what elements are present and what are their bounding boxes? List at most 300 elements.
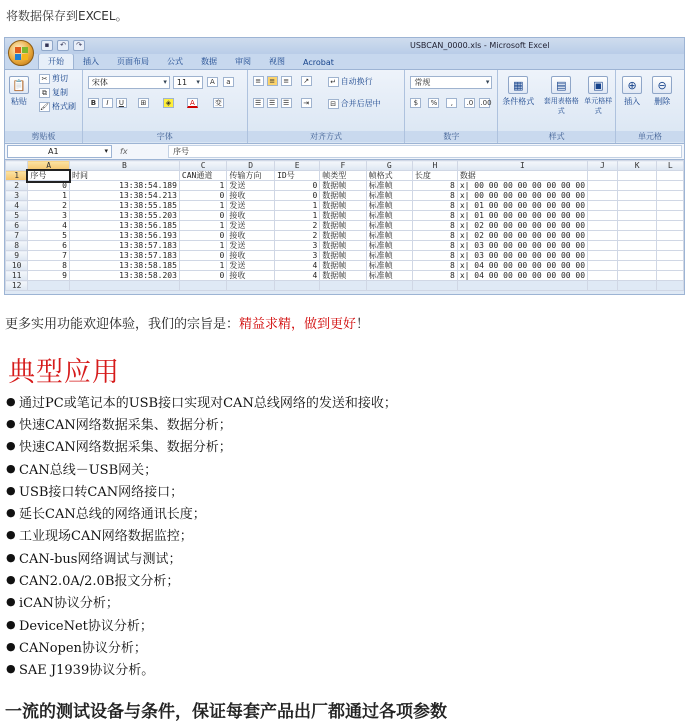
- column-header[interactable]: C: [179, 161, 226, 171]
- cell[interactable]: 13:38:57.183: [69, 251, 179, 261]
- column-header[interactable]: B: [69, 161, 179, 171]
- clipboard-label: 剪贴板: [5, 131, 82, 142]
- clipboard-group: [5, 70, 83, 143]
- tab-page-layout[interactable]: 页面布局: [117, 57, 149, 66]
- column-header[interactable]: I: [457, 161, 587, 171]
- cell[interactable]: 8: [412, 221, 457, 231]
- border-button[interactable]: [138, 98, 149, 108]
- cell[interactable]: 0: [179, 211, 226, 221]
- list-item: [6, 546, 397, 568]
- alignment-group: [248, 70, 406, 143]
- cell[interactable]: 4: [275, 261, 320, 271]
- list-item: [6, 390, 397, 412]
- cell[interactable]: 序号: [28, 171, 70, 181]
- cell[interactable]: 标准帧: [366, 181, 412, 191]
- cell[interactable]: [588, 231, 618, 241]
- list-item: [6, 501, 397, 523]
- cell[interactable]: 数据帧: [320, 241, 366, 251]
- name-box[interactable]: A1 ▾: [7, 145, 112, 158]
- decrease-decimal-icon: .00: [480, 99, 492, 107]
- comma-button[interactable]: ,: [446, 98, 457, 108]
- cell[interactable]: 8: [28, 261, 70, 271]
- cell[interactable]: 13:38:57.183: [69, 241, 179, 251]
- cell[interactable]: 接收: [227, 191, 275, 201]
- table-row: [6, 181, 684, 191]
- cell[interactable]: 数据帧: [320, 211, 366, 221]
- merge-icon: ⊟: [328, 99, 339, 109]
- cell[interactable]: [588, 241, 618, 251]
- table-row: [6, 211, 684, 221]
- copy-icon: ⧉: [39, 88, 50, 98]
- cell[interactable]: 数据帧: [320, 261, 366, 271]
- save-icon[interactable]: ▪: [41, 40, 53, 51]
- wrap-icon: ↵: [328, 77, 339, 87]
- grow-font-button[interactable]: [207, 77, 218, 87]
- cell[interactable]: [457, 281, 587, 291]
- conditional-format-button[interactable]: ▦ 条件格式: [502, 76, 534, 107]
- tab-view[interactable]: 视图: [269, 57, 285, 66]
- list-item-label: CANopen协议分析；: [19, 640, 147, 656]
- column-header[interactable]: J: [588, 161, 618, 171]
- cell[interactable]: 3: [28, 211, 70, 221]
- cell[interactable]: 0: [28, 181, 70, 191]
- cell[interactable]: x| 04 00 00 00 00 00 00 00: [457, 271, 587, 281]
- column-header[interactable]: F: [320, 161, 366, 171]
- ribbon-tabs: [5, 54, 684, 69]
- cell[interactable]: 传输方向: [227, 171, 275, 181]
- cell[interactable]: [657, 281, 684, 291]
- redo-icon[interactable]: ↷: [73, 40, 85, 51]
- decrease-decimal-button[interactable]: [479, 98, 490, 108]
- shrink-font-button[interactable]: [223, 77, 234, 87]
- cell[interactable]: 9: [28, 271, 70, 281]
- increase-decimal-button[interactable]: [464, 98, 475, 108]
- align-top-icon: ≡: [253, 76, 264, 86]
- align-bottom-icon: ≡: [281, 76, 292, 86]
- cell[interactable]: 数据帧: [320, 201, 366, 211]
- cell[interactable]: 1: [275, 211, 320, 221]
- cell[interactable]: x| 01 00 00 00 00 00 00 00: [457, 211, 587, 221]
- column-header[interactable]: D: [227, 161, 275, 171]
- number-format-select[interactable]: 常规 ▾: [410, 76, 492, 89]
- cell[interactable]: [588, 191, 618, 201]
- table-row: [6, 271, 684, 281]
- section-title: 典型应用: [8, 357, 120, 388]
- cell[interactable]: 标准帧: [366, 271, 412, 281]
- italic-button[interactable]: I: [102, 98, 113, 108]
- table-row: [6, 191, 684, 201]
- cell[interactable]: 13:38:56.185: [69, 221, 179, 231]
- align-center-icon: ☰: [267, 98, 278, 108]
- cell[interactable]: x| 04 00 00 00 00 00 00 00: [457, 261, 587, 271]
- cell[interactable]: [588, 211, 618, 221]
- align-left-icon: ☰: [253, 98, 264, 108]
- delete-cells-icon: ⊖: [652, 76, 672, 94]
- list-item: [6, 524, 397, 546]
- align-right-icon: ☰: [281, 98, 292, 108]
- cell[interactable]: 3: [275, 241, 320, 251]
- cell[interactable]: [657, 241, 684, 251]
- cell[interactable]: 1: [179, 221, 226, 231]
- bullet-icon: ●: [6, 439, 16, 453]
- wrap-text-button[interactable]: ↵ 自动换行: [328, 76, 373, 87]
- bullet-icon: ●: [6, 573, 16, 587]
- column-header[interactable]: H: [412, 161, 457, 171]
- cell[interactable]: x| 02 00 00 00 00 00 00 00: [457, 221, 587, 231]
- row-header[interactable]: 5: [6, 211, 28, 221]
- shrink-font-icon: a: [223, 77, 234, 87]
- bullet-icon: ●: [6, 595, 16, 609]
- cell[interactable]: 3: [275, 251, 320, 261]
- fx-icon[interactable]: fx: [120, 147, 128, 156]
- column-header[interactable]: K: [617, 161, 657, 171]
- excel-screenshot: [4, 37, 685, 295]
- currency-icon: $: [410, 98, 421, 108]
- orientation-icon: ↗: [301, 76, 312, 86]
- tab-home[interactable]: 开始: [38, 53, 74, 69]
- cell[interactable]: 4: [275, 271, 320, 281]
- insert-cells-button[interactable]: ⊕ 插入: [622, 76, 642, 107]
- cell[interactable]: [366, 281, 412, 291]
- align-center-button[interactable]: [267, 98, 278, 108]
- cell[interactable]: 8: [412, 241, 457, 251]
- slogan-highlight: 精益求精，做到更好: [239, 317, 357, 332]
- cell[interactable]: 数据帧: [320, 221, 366, 231]
- cell[interactable]: 标准帧: [366, 261, 412, 271]
- align-middle-icon: ≡: [267, 76, 278, 86]
- list-item: [6, 479, 397, 501]
- ribbon: [5, 69, 684, 144]
- cell[interactable]: 标准帧: [366, 251, 412, 261]
- list-item: [6, 568, 397, 590]
- cell[interactable]: 2: [28, 201, 70, 211]
- fill-bucket-icon: ◈: [163, 98, 174, 108]
- scissors-icon: ✂: [39, 74, 50, 84]
- intro-text: 将数据保存到EXCEL。: [6, 9, 128, 23]
- currency-button[interactable]: [410, 98, 421, 108]
- cell[interactable]: 8: [412, 231, 457, 241]
- list-item-label: SAE J1939协议分析。: [19, 663, 155, 679]
- table-row: [6, 281, 684, 291]
- align-right-button[interactable]: [281, 98, 292, 108]
- cell[interactable]: 0: [179, 191, 226, 201]
- cell[interactable]: 1: [179, 201, 226, 211]
- list-item: [6, 435, 397, 457]
- cell[interactable]: 0: [179, 271, 226, 281]
- cell[interactable]: 13:38:55.203: [69, 211, 179, 221]
- cell[interactable]: [617, 191, 657, 201]
- list-item: [6, 591, 397, 613]
- list-item-label: CAN-bus网络调试与测试；: [19, 551, 182, 567]
- cell[interactable]: 数据帧: [320, 271, 366, 281]
- cell[interactable]: 1: [275, 201, 320, 211]
- alignment-label: 对齐方式: [248, 131, 405, 142]
- cell[interactable]: 1: [179, 241, 226, 251]
- cell[interactable]: [588, 221, 618, 231]
- cell[interactable]: x| 00 00 00 00 00 00 00 00: [457, 181, 587, 191]
- column-header[interactable]: E: [275, 161, 320, 171]
- font-label: 字体: [83, 131, 247, 142]
- list-item: [6, 658, 397, 680]
- cell[interactable]: 8: [412, 271, 457, 281]
- cell[interactable]: 4: [28, 221, 70, 231]
- cell[interactable]: [657, 181, 684, 191]
- underline-button[interactable]: U: [116, 98, 127, 108]
- cell[interactable]: 接收: [227, 251, 275, 261]
- list-item-label: CAN总线－USB网关；: [19, 462, 158, 478]
- cell[interactable]: [275, 281, 320, 291]
- cell[interactable]: [657, 191, 684, 201]
- format-painter-button[interactable]: 🖌 格式刷: [40, 102, 76, 111]
- cell[interactable]: 数据帧: [320, 251, 366, 261]
- row-header[interactable]: 10: [6, 261, 28, 271]
- align-top-button[interactable]: [253, 76, 264, 86]
- bullet-icon: ●: [6, 639, 16, 653]
- cell[interactable]: 8: [412, 211, 457, 221]
- row-header[interactable]: 7: [6, 231, 28, 241]
- cell[interactable]: 标准帧: [366, 211, 412, 221]
- table-row: [6, 221, 684, 231]
- row-header[interactable]: 4: [6, 201, 28, 211]
- cell[interactable]: 8: [412, 251, 457, 261]
- cell[interactable]: 1: [28, 191, 70, 201]
- spreadsheet-grid: [5, 160, 684, 290]
- column-header[interactable]: A: [28, 161, 70, 171]
- cell[interactable]: 接收: [227, 231, 275, 241]
- cell[interactable]: 13:38:54.189: [69, 181, 179, 191]
- cell[interactable]: 8: [412, 181, 457, 191]
- cell[interactable]: [617, 241, 657, 251]
- window-title: USBCAN_0000.xls - Microsoft Excel: [410, 41, 550, 50]
- percent-button[interactable]: %: [428, 98, 439, 108]
- cells-label: 单元格: [616, 131, 684, 142]
- bullet-icon: ●: [6, 662, 16, 676]
- cell[interactable]: 帧类型: [320, 171, 366, 181]
- cell[interactable]: 标准帧: [366, 191, 412, 201]
- cell[interactable]: [657, 201, 684, 211]
- cell[interactable]: [617, 251, 657, 261]
- number-label: 数字: [405, 131, 497, 142]
- cell[interactable]: ID号: [275, 171, 320, 181]
- cell[interactable]: [588, 171, 618, 181]
- cell[interactable]: [657, 231, 684, 241]
- cell[interactable]: [588, 261, 618, 271]
- cell[interactable]: [657, 171, 684, 181]
- cell[interactable]: 5: [28, 231, 70, 241]
- table-row: [6, 171, 684, 181]
- column-header[interactable]: G: [366, 161, 412, 171]
- cell[interactable]: 13:38:55.185: [69, 201, 179, 211]
- row-header[interactable]: 6: [6, 221, 28, 231]
- cell[interactable]: x| 03 00 00 00 00 00 00 00: [457, 241, 587, 251]
- cell-style-icon: ▣: [588, 76, 608, 94]
- cell[interactable]: 13:38:58.203: [69, 271, 179, 281]
- cell[interactable]: 数据帧: [320, 181, 366, 191]
- cell[interactable]: 时间: [69, 171, 179, 181]
- table-row: [6, 251, 684, 261]
- cell[interactable]: [588, 251, 618, 261]
- cell[interactable]: [617, 221, 657, 231]
- cell[interactable]: 数据帧: [320, 231, 366, 241]
- align-left-button[interactable]: [253, 98, 264, 108]
- row-header[interactable]: 1: [6, 171, 28, 181]
- spreadsheet-table: [5, 160, 684, 291]
- cell[interactable]: [657, 261, 684, 271]
- cell[interactable]: 0: [179, 231, 226, 241]
- cell[interactable]: [227, 281, 275, 291]
- font-group: [83, 70, 248, 143]
- cell[interactable]: [588, 271, 618, 281]
- slogan-text: 更多实用功能欢迎体验，我们的宗旨是：精益求精，做到更好！: [5, 317, 370, 332]
- cell[interactable]: 长度: [412, 171, 457, 181]
- cell[interactable]: 发送: [227, 261, 275, 271]
- list-item-label: 快速CAN网络数据采集、数据分析；: [19, 417, 232, 433]
- cell[interactable]: 2: [275, 231, 320, 241]
- row-header[interactable]: 8: [6, 241, 28, 251]
- cut-button[interactable]: ✂ 剪切: [39, 73, 68, 84]
- fill-color-button[interactable]: [163, 98, 174, 108]
- bullet-icon: ●: [6, 506, 16, 520]
- list-item-label: 通过PC或笔记本的USB接口实现对CAN总线网络的发送和接收；: [19, 395, 397, 411]
- cell[interactable]: [617, 271, 657, 281]
- cell[interactable]: 8: [412, 191, 457, 201]
- copy-button[interactable]: ⧉ 复制: [39, 87, 68, 98]
- cell[interactable]: [617, 261, 657, 271]
- cell[interactable]: [617, 181, 657, 191]
- tab-formulas[interactable]: 公式: [167, 57, 183, 66]
- cell[interactable]: 接收: [227, 211, 275, 221]
- cell[interactable]: 发送: [227, 181, 275, 191]
- cell[interactable]: x| 00 00 00 00 00 00 00 00: [457, 191, 587, 201]
- tab-review[interactable]: 审阅: [235, 57, 251, 66]
- cell[interactable]: [657, 211, 684, 221]
- conditional-format-icon: ▦: [508, 76, 528, 94]
- list-item-label: 工业现场CAN网络数据监控；: [19, 529, 193, 545]
- cell[interactable]: 1: [179, 181, 226, 191]
- font-name-select[interactable]: 宋体 ▾: [88, 76, 170, 89]
- cell[interactable]: 1: [179, 261, 226, 271]
- cell[interactable]: [28, 281, 70, 291]
- cell[interactable]: [617, 171, 657, 181]
- row-header[interactable]: 11: [6, 271, 28, 281]
- cell[interactable]: 发送: [227, 241, 275, 251]
- bottom-heading: 一流的测试设备与条件，保证每套产品出厂都通过各项参数: [5, 702, 447, 722]
- cell[interactable]: x| 01 00 00 00 00 00 00 00: [457, 201, 587, 211]
- cell[interactable]: [617, 201, 657, 211]
- orientation-button[interactable]: [301, 76, 312, 86]
- format-as-table-button[interactable]: ▤ 套用表格格式: [542, 76, 580, 116]
- cell[interactable]: 数据帧: [320, 191, 366, 201]
- quick-access-toolbar: [41, 40, 85, 51]
- cell[interactable]: 13:38:58.185: [69, 261, 179, 271]
- row-header[interactable]: 9: [6, 251, 28, 261]
- cell[interactable]: [617, 211, 657, 221]
- cell[interactable]: 0: [275, 191, 320, 201]
- cell[interactable]: [320, 281, 366, 291]
- office-button[interactable]: [8, 40, 34, 66]
- cell[interactable]: [588, 201, 618, 211]
- paste-icon: 📋: [9, 76, 29, 94]
- cell[interactable]: [657, 251, 684, 261]
- cell[interactable]: [588, 181, 618, 191]
- paste-button[interactable]: 📋 粘贴: [9, 76, 29, 107]
- cell[interactable]: 标准帧: [366, 201, 412, 211]
- formula-input[interactable]: 序号: [168, 145, 682, 158]
- cell[interactable]: 6: [28, 241, 70, 251]
- cell[interactable]: 帧格式: [366, 171, 412, 181]
- cell[interactable]: [617, 231, 657, 241]
- cell-styles-button[interactable]: ▣ 单元格样式: [582, 76, 614, 116]
- cell[interactable]: [617, 281, 657, 291]
- tab-insert[interactable]: 插入: [83, 57, 99, 66]
- cell[interactable]: 标准帧: [366, 231, 412, 241]
- cell[interactable]: 接收: [227, 271, 275, 281]
- delete-cells-button[interactable]: ⊖ 删除: [652, 76, 672, 107]
- font-size-select[interactable]: 11 ▾: [173, 76, 203, 89]
- cell[interactable]: 2: [275, 221, 320, 231]
- cell[interactable]: [588, 281, 618, 291]
- cell[interactable]: [657, 271, 684, 281]
- cell[interactable]: CAN通道: [179, 171, 226, 181]
- cell[interactable]: x| 03 00 00 00 00 00 00 00: [457, 251, 587, 261]
- table-row: [6, 201, 684, 211]
- cell[interactable]: [179, 281, 226, 291]
- row-header[interactable]: 2: [6, 181, 28, 191]
- column-header[interactable]: L: [657, 161, 684, 171]
- table-row: [6, 261, 684, 271]
- list-item-label: DeviceNet协议分析；: [19, 618, 153, 634]
- align-middle-button[interactable]: [267, 76, 278, 86]
- cell[interactable]: 发送: [227, 221, 275, 231]
- select-all-corner[interactable]: [6, 161, 28, 171]
- indent-button[interactable]: [301, 98, 312, 108]
- row-header[interactable]: 3: [6, 191, 28, 201]
- insert-cells-icon: ⊕: [622, 76, 642, 94]
- cell[interactable]: [412, 281, 457, 291]
- font-color-button[interactable]: [187, 98, 198, 108]
- cell[interactable]: 8: [412, 261, 457, 271]
- tab-acrobat[interactable]: Acrobat: [303, 58, 334, 67]
- align-bottom-button[interactable]: [281, 76, 292, 86]
- brush-icon: 🖌: [40, 102, 49, 111]
- cell[interactable]: 8: [412, 201, 457, 211]
- row-header[interactable]: 12: [6, 281, 28, 291]
- tab-data[interactable]: 数据: [201, 57, 217, 66]
- applications-list: [6, 390, 397, 680]
- undo-icon[interactable]: ↶: [57, 40, 69, 51]
- phonetic-button[interactable]: 变: [214, 99, 222, 107]
- cell[interactable]: 标准帧: [366, 241, 412, 251]
- list-item: [6, 457, 397, 479]
- cell[interactable]: [657, 221, 684, 231]
- cell[interactable]: 7: [28, 251, 70, 261]
- styles-group: [498, 70, 616, 143]
- cell[interactable]: 发送: [227, 201, 275, 211]
- list-item: [6, 635, 397, 657]
- table-row: [6, 231, 684, 241]
- cell[interactable]: 标准帧: [366, 221, 412, 231]
- cell[interactable]: 数据: [457, 171, 587, 181]
- cell[interactable]: x| 02 00 00 00 00 00 00 00: [457, 231, 587, 241]
- cell[interactable]: 0: [275, 181, 320, 191]
- cell[interactable]: 13:38:54.213: [69, 191, 179, 201]
- merge-center-button[interactable]: ⊟ 合并后居中: [328, 98, 381, 109]
- bullet-icon: ●: [6, 528, 16, 542]
- cell[interactable]: [69, 281, 179, 291]
- bold-button[interactable]: B: [88, 98, 99, 108]
- cell[interactable]: 13:38:56.193: [69, 231, 179, 241]
- cell[interactable]: 0: [179, 251, 226, 261]
